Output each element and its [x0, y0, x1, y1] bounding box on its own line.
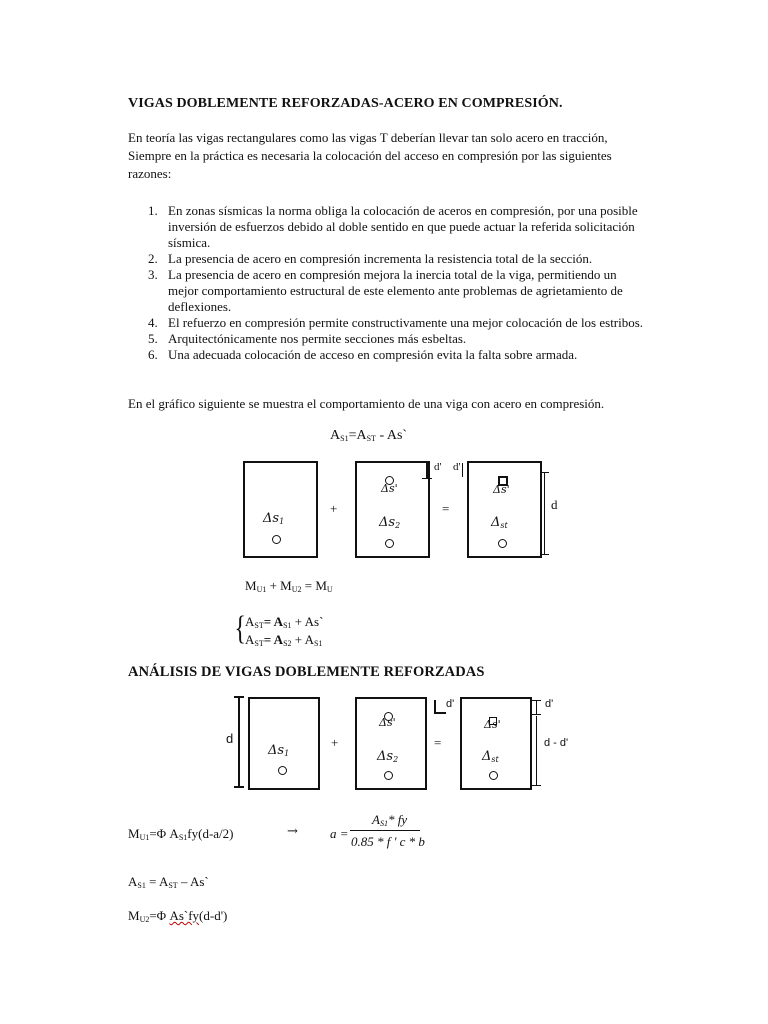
a-formula-lhs: a = [330, 826, 349, 841]
d-prime-label: d' [446, 698, 455, 710]
dim-tick [540, 472, 549, 473]
d-label: d [226, 731, 234, 746]
list-text: La presencia de acero en compresión incrementa la resistencia total de la sección. [168, 251, 593, 266]
mu2-formula: $M_{U2}=\Phi$ As`fy(d-d') [128, 908, 228, 924]
intro-line-2: Siempre en la práctica es necesaria la colocación del acceso en compresión por las siguientes [128, 148, 612, 163]
beam-section-2 [355, 697, 427, 790]
rebar-circle-icon [489, 767, 498, 785]
equals-sign: = [442, 501, 450, 516]
rebar-circle-icon [384, 767, 393, 785]
dim-line [238, 696, 240, 788]
rebar-circle-icon [278, 762, 287, 780]
dim-tick [540, 554, 549, 555]
d-prime-label: d' [434, 461, 442, 473]
a-formula-numerator: $A_{S1}*$ fy [372, 812, 408, 828]
brace-icon: { [234, 610, 246, 647]
beam-section-1 [248, 697, 320, 790]
plus-sign: + [330, 501, 338, 516]
intro-line-3: razones: [128, 166, 172, 181]
list-number: 2. [148, 251, 158, 266]
dim-tick [532, 785, 541, 786]
d-prime-label: d' [545, 698, 554, 710]
system-line-2: $A_{ST}= A_{S2} + A_{S1}$ [245, 632, 323, 648]
steel-label-s1: $\Delta s_1$ [263, 511, 285, 526]
rebar-circle-icon [385, 535, 394, 553]
list-text: mejor comportamiento estructural de este elemento ante problemas de agrietamiento de [168, 283, 623, 298]
a-formula-denominator: 0.85 * f ' c * b [351, 834, 425, 849]
dim-line [536, 716, 537, 786]
list-item [148, 331, 688, 347]
list-text: Arquitectónicamente nos permite secciones más esbeltas. [168, 331, 467, 346]
graph-intro: En el gráfico siguiente se muestra el comportamiento de una viga con acero en compresión. [128, 396, 605, 411]
steel-label-s1: $\Delta s_1$ [268, 743, 290, 758]
list-item [148, 203, 688, 251]
dim-tick [234, 696, 244, 698]
beam-section-2 [355, 461, 430, 558]
arrow-icon: → [287, 824, 298, 839]
list-text: La presencia de acero en compresión mejora la inercia total de la viga, permitiendo un [168, 267, 617, 282]
list-item [148, 251, 688, 267]
list-number: 4. [148, 315, 158, 330]
rebar-circle-icon [498, 535, 507, 553]
list-item [148, 315, 688, 331]
d-label: d [551, 497, 558, 512]
list-text: El refuerzo en compresión permite constructivamente una mejor colocación de los estribos. [168, 315, 644, 330]
mu1-formula: $M_{U1}=\Phi$ $A_{S1}fy(d-a/2)$ [128, 826, 234, 842]
dim-tick [422, 478, 432, 479]
d-prime-label: d' [453, 461, 461, 473]
list-number: 3. [148, 267, 158, 282]
equals-sign: = [434, 735, 442, 750]
list-number: 5. [148, 331, 158, 346]
steel-label-st: Δst [482, 749, 499, 764]
list-text: En zonas sísmicas la norma obliga la colocación de aceros en compresión, por una posible [168, 203, 638, 218]
dim-tick [434, 712, 446, 714]
page-title: VIGAS DOBLEMENTE REFORZADAS-ACERO EN COMPRESIÓN. [128, 96, 563, 111]
steel-label-st: Δst [491, 515, 508, 530]
plus-sign: + [331, 735, 339, 750]
list-item [148, 267, 688, 315]
intro-line-1: En teoría las vigas rectangulares como las vigas T deberían llevar tan solo acero en tracción, [128, 130, 608, 145]
steel-label-s2: $\Delta s_2$ [379, 515, 401, 530]
list-item [148, 347, 688, 363]
as1-formula: $A_{S1} = A_{ST}$ – As` [128, 874, 209, 890]
dim-tick [532, 714, 541, 715]
list-text: sísmica. [168, 235, 211, 250]
steel-label-s-prime: Δs' [484, 718, 501, 731]
list-number: 1. [148, 203, 158, 218]
beam-section-1 [243, 461, 318, 558]
diagram1-equation: $A_{S1}=A_{ST}$ - As` [330, 428, 408, 443]
steel-label-s-prime: Δs' [493, 483, 510, 496]
list-number: 6. [148, 347, 158, 362]
steel-label-s2: $\Delta s_2$ [377, 749, 399, 764]
steel-label-s-prime: Δs' [379, 716, 396, 729]
beam-section-3 [460, 697, 532, 790]
list-text: inversión de esfuerzos debido al doble sentido en que puede actuar la referida solicitación [168, 219, 635, 234]
fraction-line [350, 830, 420, 831]
beam-section-3 [467, 461, 542, 558]
dim-line [544, 472, 545, 555]
analysis-title: ANÁLISIS DE VIGAS DOBLEMENTE REFORZADAS [128, 664, 485, 680]
list-text: Una adecuada colocación de acceso en compresión evita la falta sobre armada. [168, 347, 578, 362]
reasons-list [148, 203, 688, 363]
list-text: deflexiones. [168, 299, 232, 314]
dim-line [536, 700, 537, 714]
dim-line [462, 463, 463, 477]
dim-tick [234, 786, 244, 788]
d-minus-d-prime-label: d - d' [544, 737, 569, 749]
steel-label-s-prime: Δs' [381, 482, 398, 495]
dim-line [426, 462, 428, 479]
moment-equation: $M_{U1} + M_{U2} = M_U$ [245, 578, 333, 594]
system-line-1: $A_{ST}= A_{S1}$ + As` [245, 614, 324, 630]
rebar-circle-icon [272, 531, 281, 549]
